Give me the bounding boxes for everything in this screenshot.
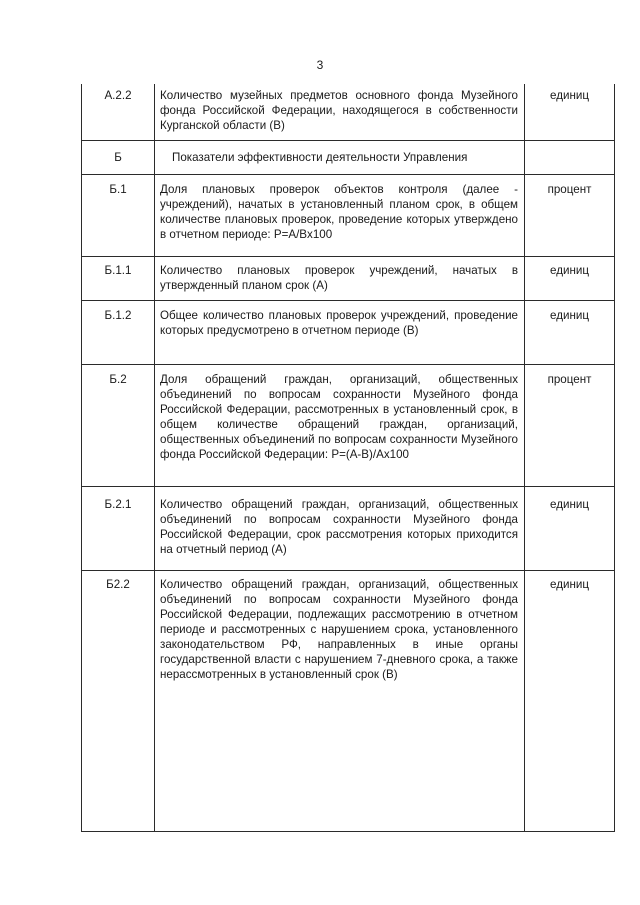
table-row-description: Доля обращений граждан, организаций, общественных объединений по вопросам сохранности Музейного фонда Российской Федерации, рассмотренных в установленный срок, в общем количестве обращений граждан, организаций, общественных объединений по вопросам сохранности Музейного фонда Российской Федерации: P=(A-B)/Ax100 [160,373,518,461]
table-row-unit: единиц [550,578,589,591]
table-row-description: Количество обращений граждан, организаций, общественных объединений по вопросам сохранности Музейного фонда Российской Федерации, срок рассмотрения которых приходится на отчетный период (А) [160,498,518,556]
table-row-description: Количество плановых проверок учреждений, начатых в утвержденный планом срок (А) [160,264,518,292]
table-row-description: Количество обращений граждан, организаций, общественных объединений по вопросам сохранности Музейного фонда Российской Федерации, подлежащих рассмотрению в отчетном периоде и рассмотренных с нарушением срока, установленного законодательством РФ, направленных в иные органы государственной власти с нарушением 7-дневного срока, а также нерассмотренных в установленный срок (В) [160,578,518,681]
table-row-description: Количество музейных предметов основного фонда Музейного фонда Российской Федерации, находящегося в собственности Курганской области (В) [160,89,518,132]
table-row-code: Б2.2 [106,578,130,591]
table-row-code: Б.1 [109,183,127,196]
table-row-code: Б [114,151,122,164]
table-row-unit: единиц [550,89,589,102]
table-row-code: Б.2 [109,373,127,386]
section-heading: Показатели эффективности деятельности Управления [172,151,468,164]
table-row-unit: процент [547,183,592,196]
table-row-description: Доля плановых проверок объектов контроля (далее - учреждений), начатых в установленный планом срок, в общем количестве плановых проверок, проведение которых утверждено в отчетном периоде: P=A/Bx100 [160,183,518,241]
table-row-code: А.2.2 [104,89,132,102]
table-row-unit: единиц [550,264,589,277]
table-row-unit: единиц [550,309,589,322]
table-row-unit: единиц [550,498,589,511]
table-row-unit: процент [547,373,592,386]
table-row-code: Б.1.1 [104,264,132,277]
page-number: 3 [316,58,324,72]
table-row-code: Б.2.1 [104,498,132,511]
table-row-description: Общее количество плановых проверок учреждений, проведение которых предусмотрено в отчетном периоде (В) [160,309,518,337]
table-row-code: Б.1.2 [104,309,132,322]
